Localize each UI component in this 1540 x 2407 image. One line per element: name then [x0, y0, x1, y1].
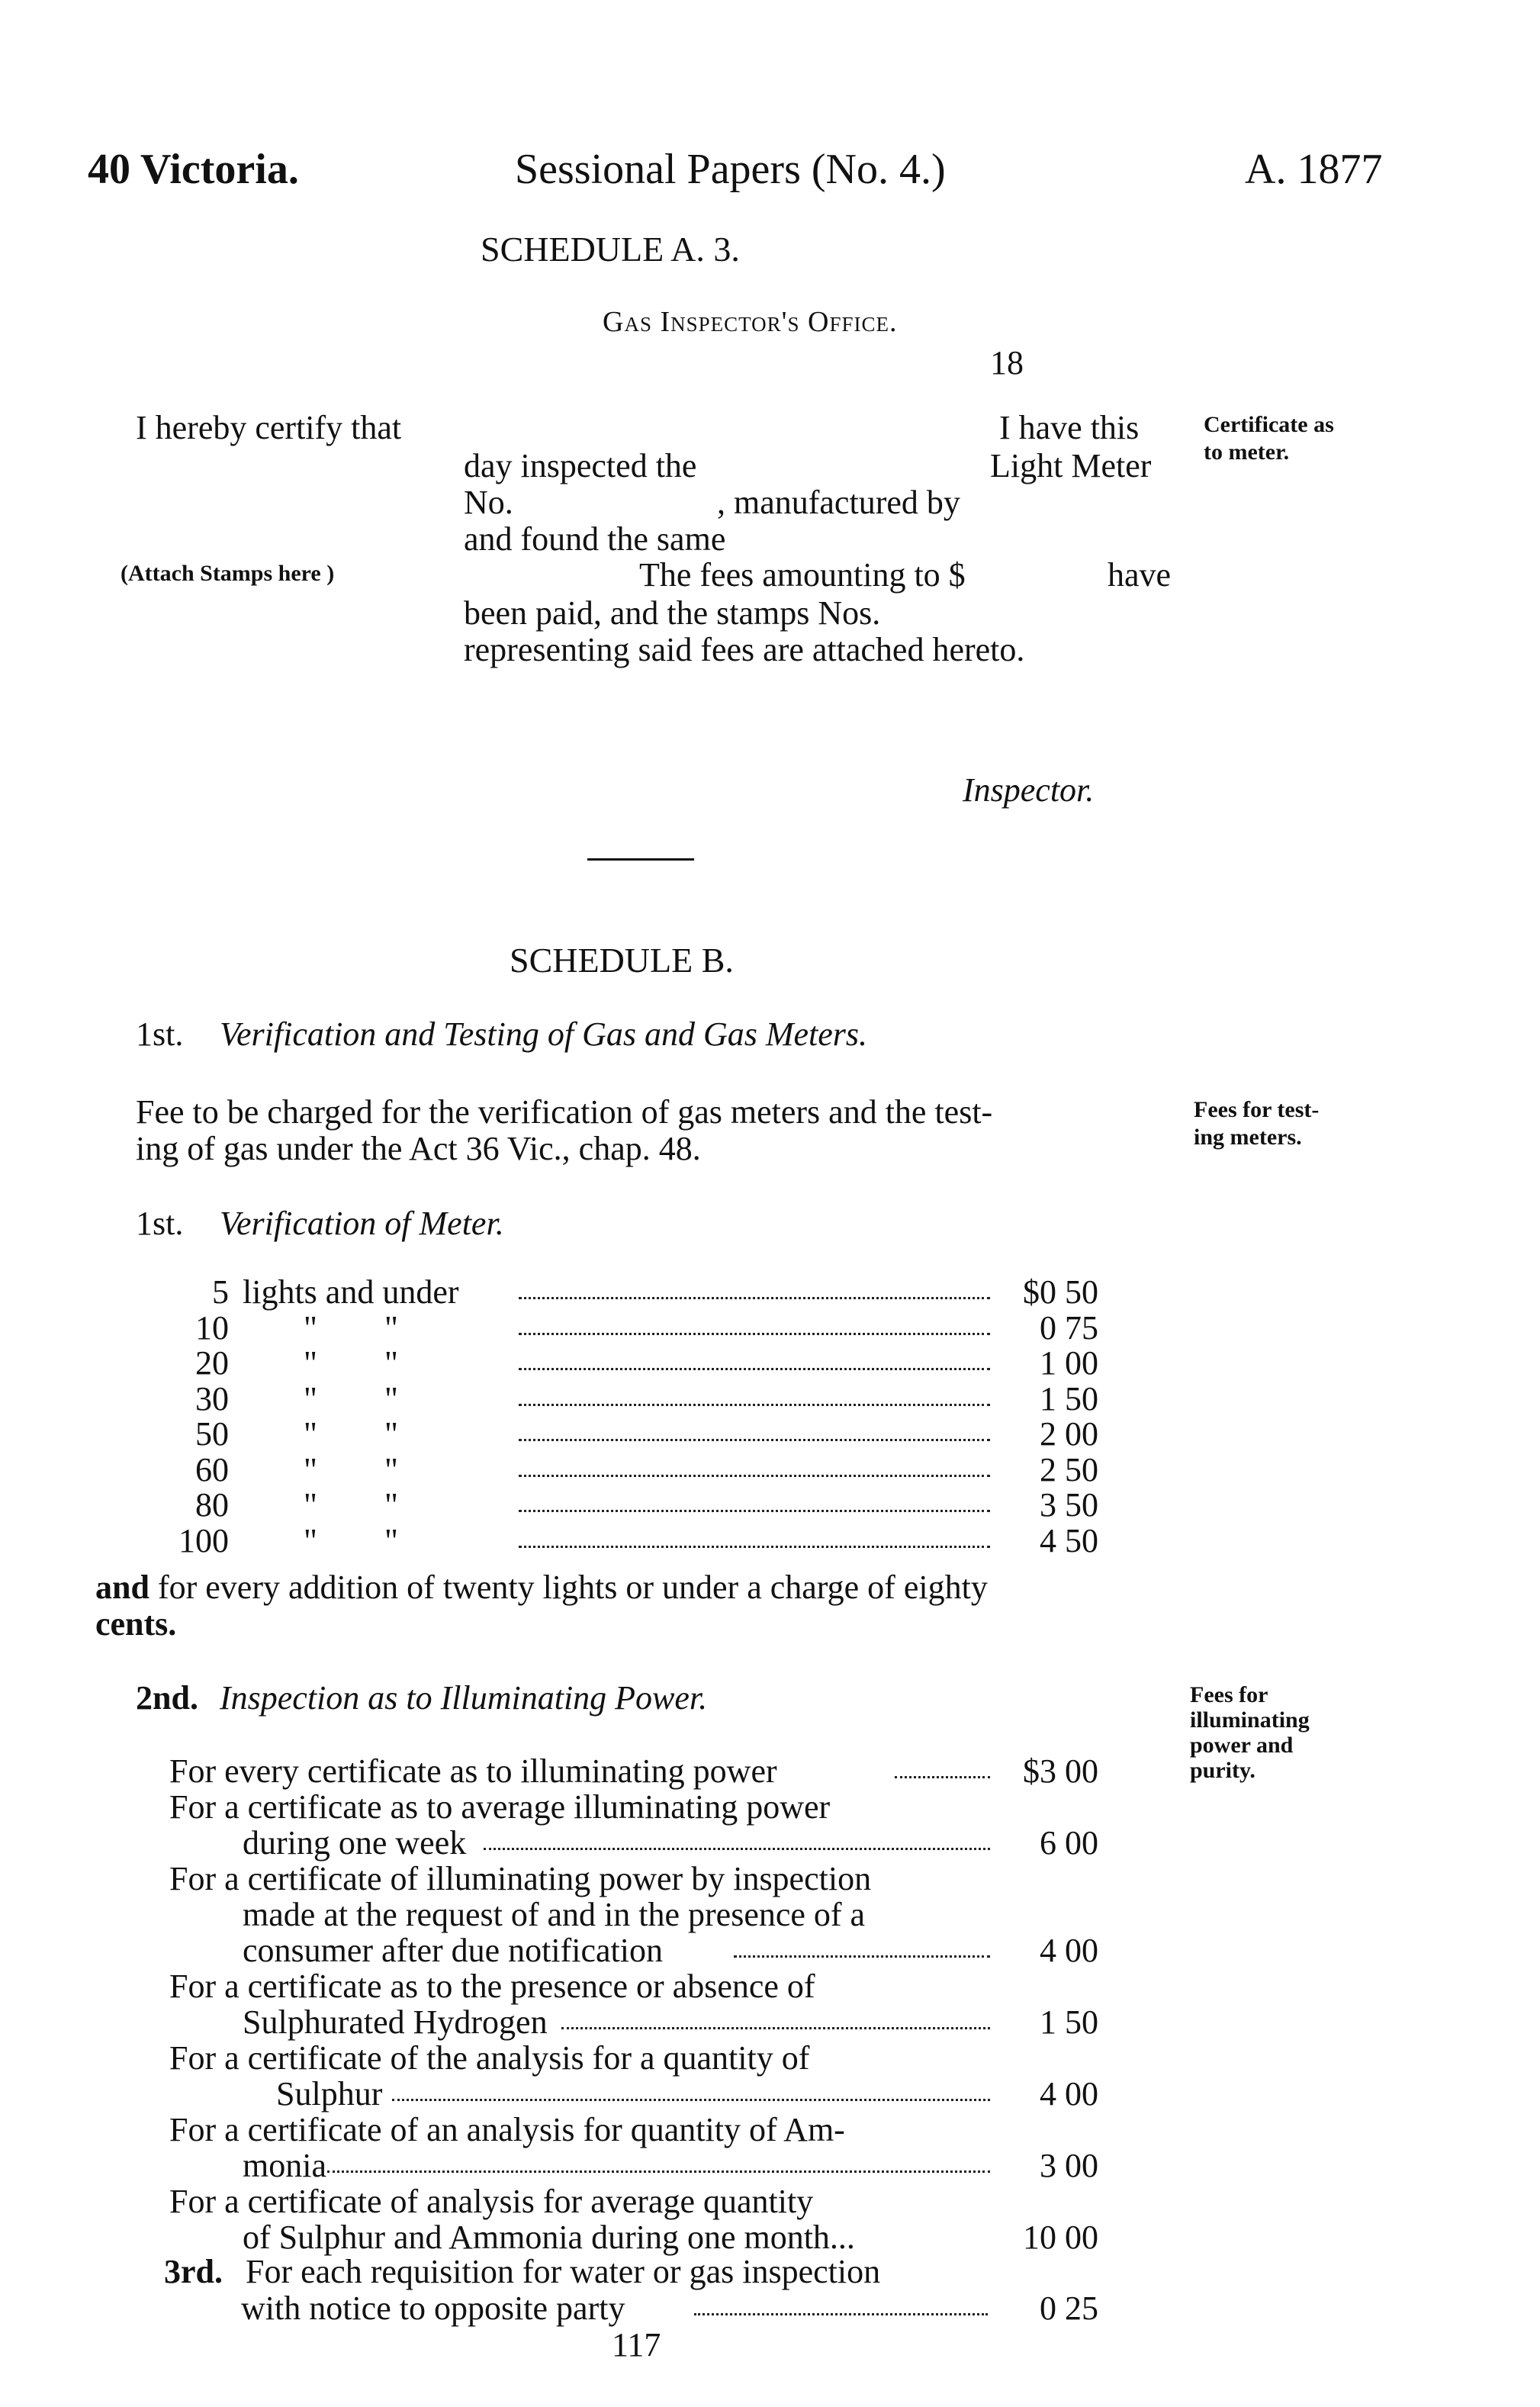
meter-row-qty: 50 — [195, 1415, 229, 1453]
meter-row-qty: 20 — [195, 1344, 229, 1382]
meter-no-label: No. — [464, 484, 513, 521]
fees-have-label: have — [1108, 556, 1172, 594]
meter-row-desc: " " — [304, 1379, 398, 1417]
fee-item-line: For a certificate of an analysis for quantity of Am- — [169, 2111, 845, 2148]
meter-row-desc: " " — [304, 1415, 398, 1453]
meter-row-leader — [519, 1333, 990, 1335]
sub3-leader — [694, 2313, 988, 2315]
light-meter-label: Light Meter — [990, 447, 1152, 484]
sub2-note-1: Fees for — [1190, 1682, 1268, 1707]
fee-item-line: Sulphur — [276, 2075, 383, 2113]
sub2-note-3: power and — [1190, 1733, 1294, 1758]
fee-intro-line1: Fee to be charged for the verification of gas meters and the test- — [136, 1093, 993, 1131]
fee-intro-line2: ing of gas under the Act 36 Vic., chap. 48. — [136, 1130, 701, 1167]
margin-note-certificate-2: to meter. — [1204, 439, 1290, 465]
date-suffix: 18 — [990, 344, 1024, 381]
header-center: Sessional Papers (No. 4.) — [515, 146, 946, 193]
addition-line2: cents. — [95, 1605, 177, 1643]
fee-item-line: monia — [243, 2147, 326, 2184]
fee-item-line: For a certificate of illuminating power by inspection — [169, 1860, 872, 1897]
fee-item-line: during one week — [243, 1824, 467, 1862]
meter-row-qty: 5 — [212, 1273, 229, 1311]
fee-item-line: For a certificate as to the presence or absence of — [169, 1968, 815, 2005]
fee-item-line: For a certificate as to average illuminating power — [169, 1788, 831, 1826]
meter-row-qty: 30 — [195, 1379, 229, 1417]
fee-note-2: ing meters. — [1194, 1125, 1302, 1150]
fee-item-amount: 1 50 — [1040, 2003, 1098, 2041]
fee-item-line: For a certificate of analysis for average quantity — [169, 2183, 814, 2220]
meter-row-amount: 2 50 — [1040, 1450, 1098, 1488]
meter-row-amount: $0 50 — [1023, 1273, 1098, 1311]
manufactured-by-label: , manufactured by — [717, 484, 960, 521]
fee-note-1: Fees for test- — [1194, 1097, 1320, 1122]
sub2-note-4: purity. — [1190, 1758, 1255, 1783]
meter-row-amount: 4 50 — [1040, 1521, 1098, 1559]
fees-amount-line: The fees amounting to $ — [639, 556, 966, 594]
meter-row-amount: 3 50 — [1040, 1486, 1098, 1524]
fee-item-amount: 6 00 — [1040, 1824, 1098, 1862]
fee-item-leader — [392, 2099, 991, 2101]
fee-item-amount: 4 00 — [1040, 2075, 1098, 2113]
fee-item-line: For every certificate as to illuminating power — [169, 1752, 777, 1790]
inspector-signature: Inspector. — [963, 771, 1095, 809]
section1-number: 1st. — [136, 1015, 184, 1053]
fee-item-amount: 10 00 — [1023, 2219, 1098, 2256]
inspected-line: day inspected the — [464, 447, 697, 484]
meter-row-desc: lights and under — [243, 1273, 459, 1311]
fee-item-leader — [561, 2027, 990, 2029]
fee-item-line: of Sulphur and Ammonia during one month... — [243, 2219, 855, 2256]
section-divider — [587, 858, 694, 861]
found-same-line: and found the same — [464, 520, 726, 558]
fee-item-amount: 3 00 — [1040, 2147, 1098, 2184]
sub1-title: Verification of Meter. — [220, 1205, 504, 1242]
meter-row-amount: 1 50 — [1040, 1379, 1098, 1417]
meter-row-amount: 0 75 — [1040, 1308, 1098, 1347]
schedule-b-title: SCHEDULE B. — [510, 941, 734, 980]
meter-row-leader — [519, 1546, 990, 1548]
fee-item-leader — [327, 2170, 991, 2173]
margin-note-certificate-1: Certificate as — [1204, 412, 1334, 437]
meter-row-desc: " " — [304, 1521, 398, 1559]
meter-row-desc: " " — [304, 1308, 398, 1347]
meter-row-leader — [519, 1439, 990, 1441]
fee-item-amount: $3 00 — [1023, 1752, 1098, 1790]
header-left: 40 Victoria. — [88, 146, 299, 193]
addition-line1: and for every addition of twenty lights or under a charge of eighty — [95, 1569, 988, 1606]
meter-row-amount: 1 00 — [1040, 1344, 1098, 1382]
certify-right: I have this — [999, 409, 1140, 446]
fee-item-leader — [734, 1955, 991, 1958]
attach-stamps-note: (Attach Stamps here ) — [121, 561, 335, 586]
sub2-title: Inspection as to Illuminating Power. — [220, 1679, 708, 1717]
meter-row-leader — [519, 1368, 990, 1370]
meter-row-qty: 10 — [195, 1308, 229, 1347]
section1-title: Verification and Testing of Gas and Gas Meters. — [220, 1015, 868, 1053]
sub3-amount: 0 25 — [1040, 2290, 1098, 2327]
fee-item-leader — [484, 1848, 991, 1850]
meter-row-leader — [519, 1297, 990, 1299]
meter-row-leader — [519, 1475, 990, 1477]
meter-row-leader — [519, 1510, 990, 1512]
meter-row-qty: 60 — [195, 1450, 229, 1488]
office-line: Gas Inspector's Office. — [603, 306, 898, 338]
fee-item-leader — [895, 1776, 990, 1778]
header-right: A. 1877 — [1245, 146, 1383, 193]
sub2-note-2: illuminating — [1190, 1707, 1310, 1733]
fee-item-line: consumer after due notification — [243, 1932, 664, 1969]
sub2-number: 2nd. — [136, 1679, 198, 1717]
stamps-nos-line: been paid, and the stamps Nos. — [464, 594, 881, 632]
meter-row-qty: 100 — [178, 1521, 229, 1559]
sub1-number: 1st. — [136, 1205, 184, 1242]
representing-line: representing said fees are attached hereto. — [464, 631, 1025, 668]
fee-item-amount: 4 00 — [1040, 1932, 1098, 1969]
page-number: 117 — [612, 2326, 661, 2364]
meter-row-desc: " " — [304, 1344, 398, 1382]
meter-row-desc: " " — [304, 1486, 398, 1524]
meter-row-leader — [519, 1404, 990, 1406]
sub3-line1: For each requisition for water or gas inspection — [246, 2253, 881, 2290]
fee-item-line: Sulphurated Hydrogen — [243, 2003, 548, 2041]
sub3-line2: with notice to opposite party — [241, 2290, 625, 2327]
meter-row-qty: 80 — [195, 1486, 229, 1524]
fee-item-line: For a certificate of the analysis for a quantity of — [169, 2039, 810, 2077]
schedule-a3-title: SCHEDULE A. 3. — [481, 230, 740, 269]
fee-item-line: made at the request of and in the presence of a — [243, 1896, 866, 1933]
meter-row-desc: " " — [304, 1450, 398, 1488]
meter-row-amount: 2 00 — [1040, 1415, 1098, 1453]
certify-left: I hereby certify that — [136, 409, 402, 446]
sub3-number: 3rd. — [164, 2253, 223, 2290]
